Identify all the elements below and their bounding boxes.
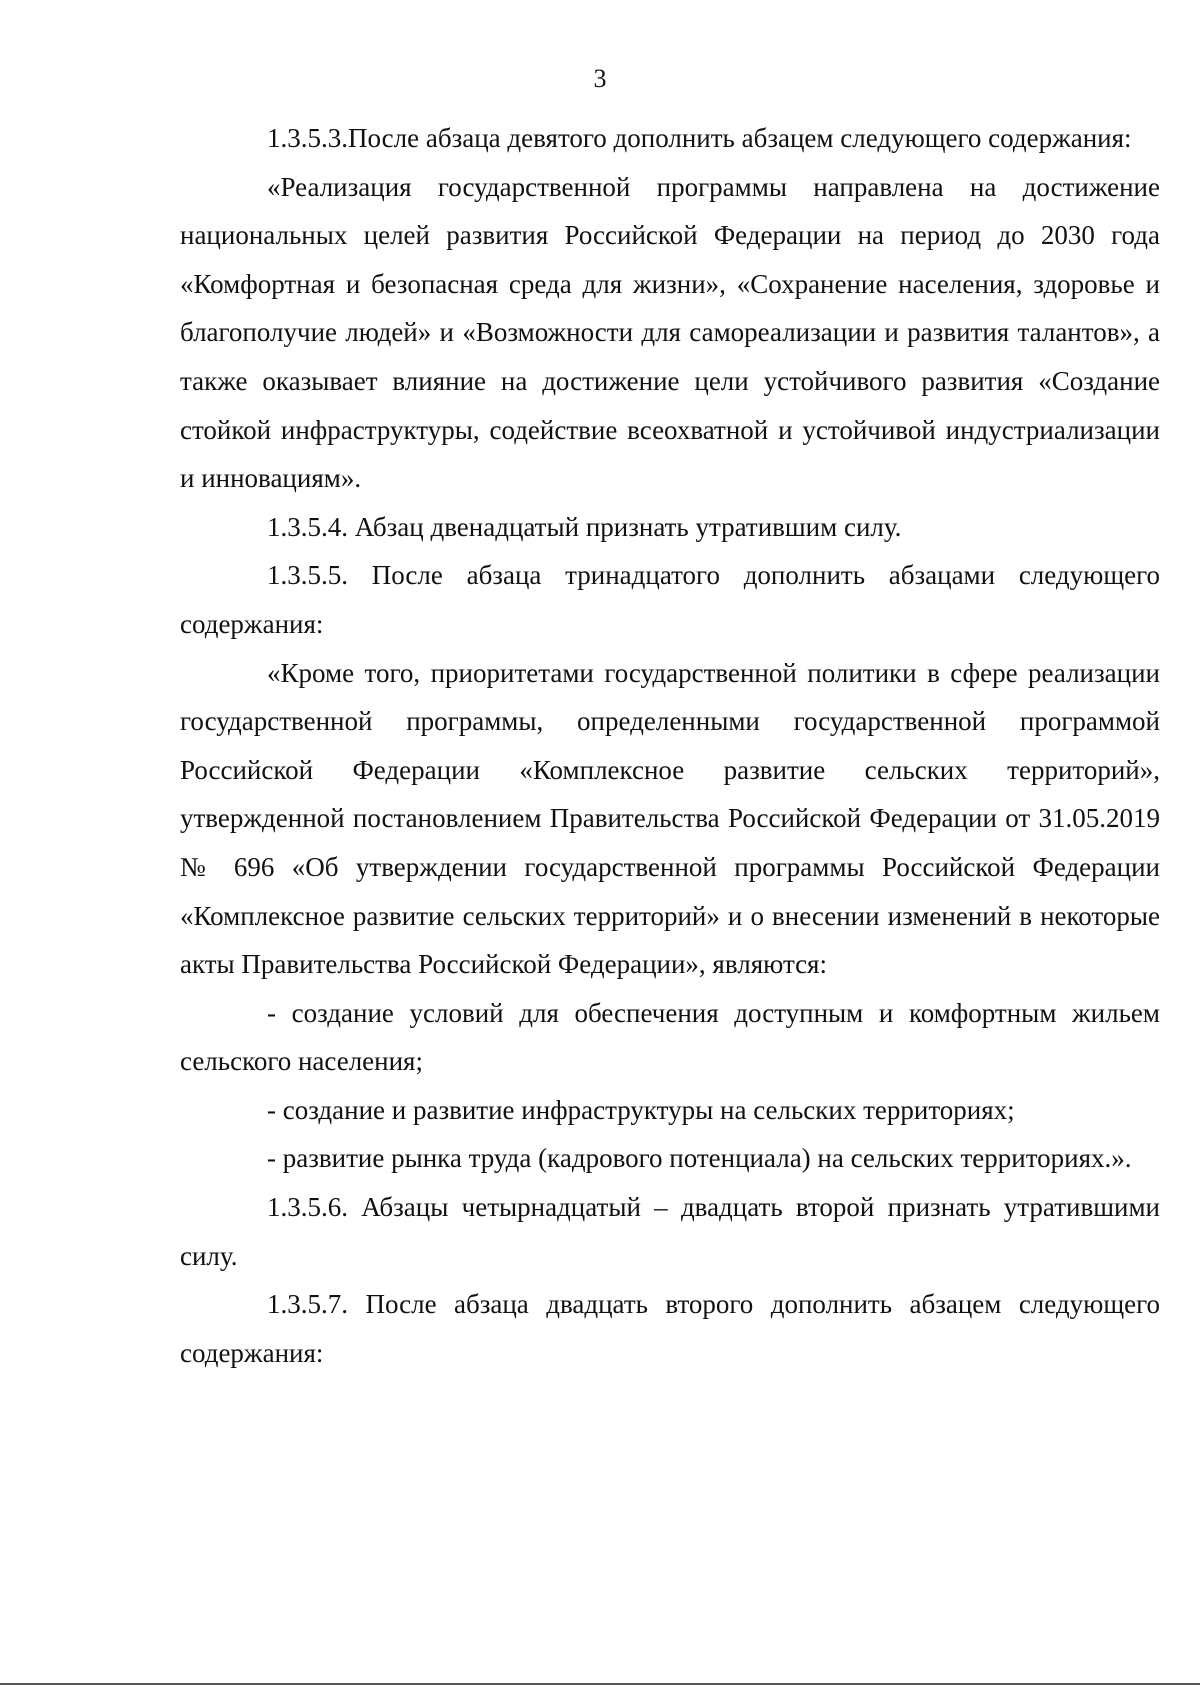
document-body: [180, 114, 1160, 1377]
list-item-labor-market: - развитие рынка труда (кадрового потенциала) на сельских территориях.».: [267, 1143, 1132, 1174]
paragraph-1-3-5-3: 1.3.5.3.После абзаца девятого дополнить абзацем следующего содержания:: [267, 123, 1132, 153]
bottom-divider: [0, 1683, 1200, 1685]
list-item-infrastructure: - создание и развитие инфраструктуры на сельских территориях;: [267, 1094, 1015, 1125]
paragraph-quote-program-goals: «Реализация государственной программы направлена на достижение национальных целей развития Российской Федерации на период до 2030 года «Комфортная и безопасная среда для жизни», «Сохранение населения, здоровье и благополучие людей» и «Возможности для самореализации и развития талантов», а также оказывает влияние на достижение цели устойчивого развития «Создание стойкой инфраструктуры, содействие всеохватной и устойчивой индустриализации и инновациям».: [180, 171, 1160, 494]
list-item-housing: - создание условий для обеспечения доступным и комфортным жильем сельского населения;: [180, 997, 1160, 1077]
page-number: 3: [593, 64, 607, 93]
paragraph-1-3-5-5: 1.3.5.5. После абзаца тринадцатого дополнить абзацами следующего содержания:: [180, 560, 1160, 639]
paragraph-1-3-5-7: 1.3.5.7. После абзаца двадцать второго дополнить абзацем следующего содержания:: [180, 1289, 1160, 1368]
paragraph-1-3-5-4: 1.3.5.4. Абзац двенадцатый признать утратившим силу.: [267, 511, 902, 542]
paragraph-1-3-5-6: 1.3.5.6. Абзацы четырнадцатый – двадцать второй признать утратившими силу.: [180, 1192, 1160, 1271]
paragraph-quote-priorities: «Кроме того, приоритетами государственной политики в сфере реализации государственной программы, определенными государственной программой Российской Федерации «Комплексное развитие сельских территорий», утвержденной постановлением Правительства Российской Федерации от 31.05.2019 № 696 «Об утверждении государственной программы Российской Федерации «Комплексное развитие сельских территорий» и о внесении изменений в некоторые акты Правительства Российской Федерации», являются:: [180, 657, 1160, 980]
